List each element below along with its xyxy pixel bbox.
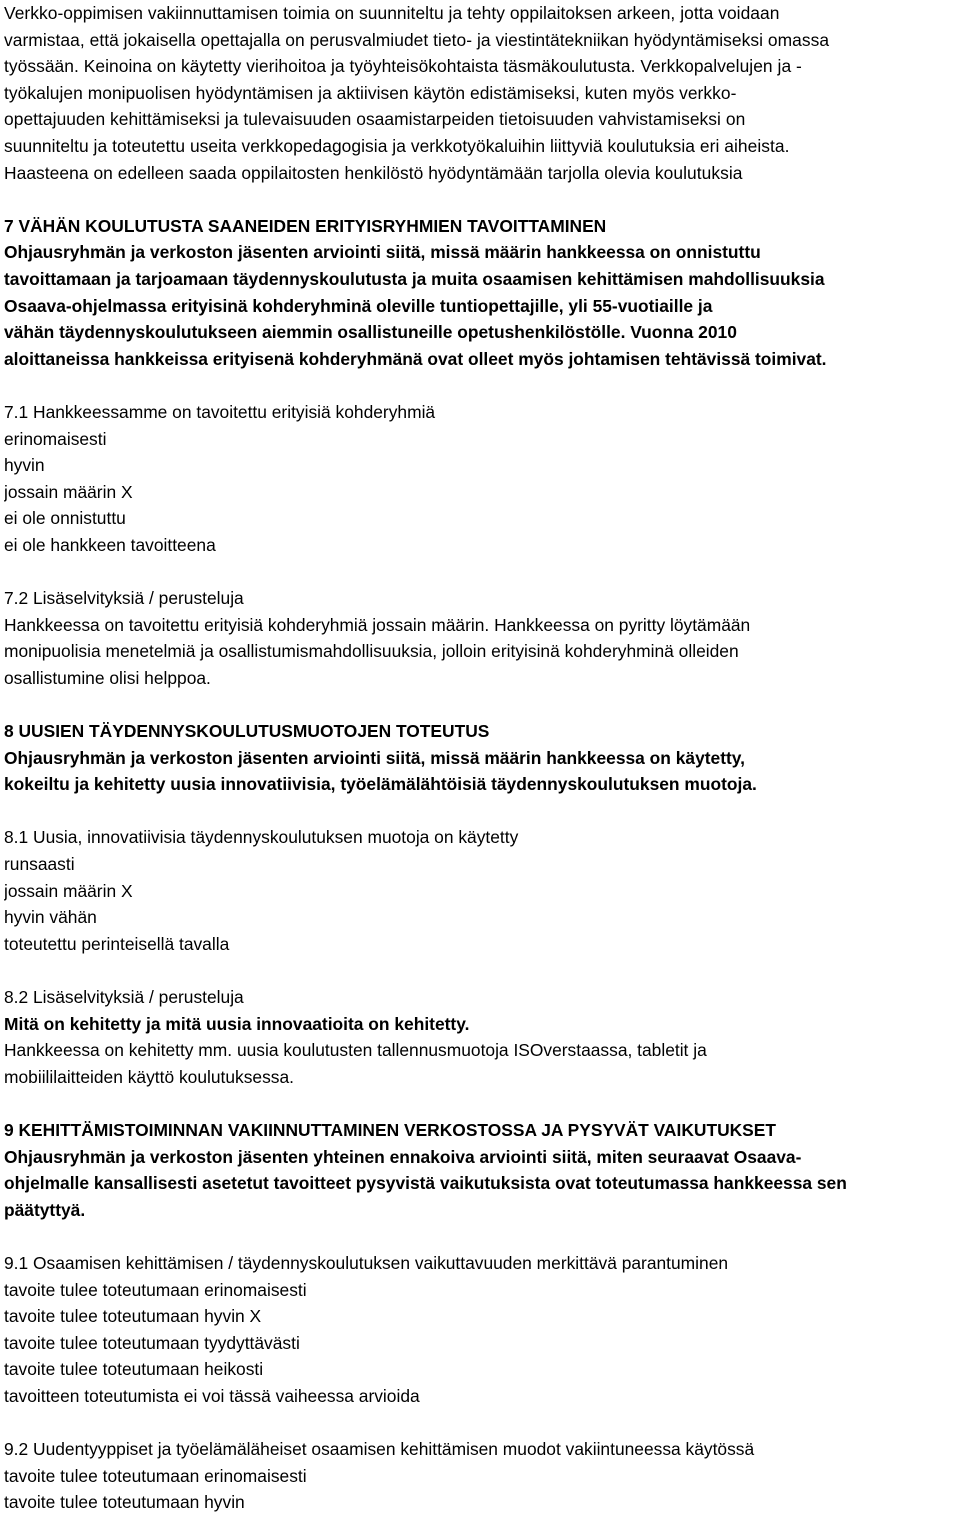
answer-option: ei ole onnistuttu: [4, 508, 126, 529]
answer-option: runsaasti: [4, 854, 75, 874]
section-heading: 7 VÄHÄN KOULUTUSTA SAANEIDEN ERITYISRYHMIEN TAVOITTAMINEN: [4, 215, 607, 236]
intro-line: varmistaa, että jokaisella opettajalla on perusvalmiudet tieto- ja viestintätekniikan hyödyntämiseksi omassa: [4, 29, 830, 50]
answer-option: ei ole hankkeen tavoitteena: [4, 534, 216, 555]
spacer: [4, 186, 956, 213]
question-9-1: [4, 1250, 956, 1410]
question-line: ohjelmalle kansallisesti asetetut tavoitteet pysyvistä vaikutuksista ovat toteutumassa hankkeessa sen: [4, 1173, 847, 1194]
intro-paragraph: [4, 0, 956, 186]
question-8-1: [4, 824, 956, 957]
answer-option: tavoite tulee toteutumaan erinomaisesti: [4, 1279, 307, 1300]
answer-option: toteutettu perinteisellä tavalla: [4, 933, 230, 954]
answer-option: tavoite tulee toteutumaan tyydyttävästi: [4, 1332, 300, 1353]
answer-text-line: Hankkeessa on kehitetty mm. uusia koulutusten tallennusmuotoja ISOverstaassa, tabletit ja: [4, 1040, 707, 1061]
answer-option: erinomaisesti: [4, 428, 107, 449]
question-line: Ohjausryhmän ja verkoston jäsenten arviointi siitä, missä määrin hankkeessa on onnistuttu: [4, 242, 761, 263]
question-line: aloittaneissa hankkeissa erityisenä kohderyhmänä ovat olleet myös johtamisen tehtävissä toimivat.: [4, 348, 827, 369]
answer-option: tavoite tulee toteutumaan erinomaisesti: [4, 1465, 307, 1486]
answer-option: hyvin: [4, 455, 45, 476]
answer-option-selected: tavoite tulee toteutumaan hyvin X: [4, 1306, 262, 1327]
intro-line: työkalujen monipuolisen hyödyntämisen ja aktiivisen käytön edistämiseksi, kuten myös verkko-: [4, 82, 737, 103]
section-9: [4, 1117, 956, 1516]
intro-line: suunniteltu ja toteutettu useita verkkopedagogisia ja verkkotyökaluihin liittyviä koulutuksia eri aiheista.: [4, 135, 790, 156]
section-question: [4, 745, 956, 798]
section-heading: 8 UUSIEN TÄYDENNYSKOULUTUSMUOTOJEN TOTEUTUS: [4, 721, 490, 742]
spacer: [4, 691, 956, 718]
spacer: [4, 957, 956, 984]
question-9-2: [4, 1436, 956, 1516]
answer-option-selected: jossain määrin X: [4, 481, 133, 502]
answer-option: tavoitteen toteutumista ei voi tässä vaiheessa arvioida: [4, 1385, 420, 1406]
intro-line: Haasteena on edelleen saada oppilaitosten henkilöstö hyödyntämään tarjolla olevia koulutuksia: [4, 162, 743, 183]
question-heading: 9.1 Osaamisen kehittämisen / täydennyskoulutuksen vaikuttavuuden merkittävä parantuminen: [4, 1252, 729, 1273]
section-question: [4, 239, 956, 372]
answer-text-line: osallistumine olisi helppoa.: [4, 667, 211, 688]
question-line: päätyttyä.: [4, 1199, 86, 1220]
answer-option: hyvin vähän: [4, 907, 97, 928]
question-8-2: [4, 984, 956, 1090]
question-line: Osaava-ohjelmassa erityisinä kohderyhminä oleville tuntiopettajille, yli 55-vuotiaille ja: [4, 295, 713, 316]
section-8: [4, 718, 956, 1090]
answer-text-line: monipuolisia menetelmiä ja osallistumismahdollisuuksia, jolloin erityisinä kohderyhminä olleiden: [4, 641, 739, 662]
answer-option: tavoite tulee toteutumaan heikosti: [4, 1359, 264, 1380]
question-line: Ohjausryhmän ja verkoston jäsenten arviointi siitä, missä määrin hankkeessa on käytetty,: [4, 747, 746, 768]
spacer: [4, 798, 956, 825]
spacer: [4, 1223, 956, 1250]
section-question: [4, 1144, 956, 1224]
answer-text-line: mobiililaitteiden käyttö koulutuksessa.: [4, 1066, 294, 1087]
section-7: [4, 213, 956, 692]
section-heading: 9 KEHITTÄMISTOIMINNAN VAKIINNUTTAMINEN VERKOSTOSSA JA PYSYVÄT VAIKUTUKSET: [4, 1119, 777, 1140]
spacer: [4, 1090, 956, 1117]
question-7-1: [4, 399, 956, 559]
answer-option-selected: jossain määrin X: [4, 880, 133, 901]
question-heading: 9.2 Uudentyyppiset ja työelämäläheiset osaamisen kehittämisen muodot vakiintuneessa käytössä: [4, 1439, 755, 1460]
answer-option: tavoite tulee toteutumaan hyvin: [4, 1492, 245, 1513]
question-7-2: [4, 585, 956, 691]
answer-text-line: Hankkeessa on tavoitettu erityisiä kohderyhmiä jossain määrin. Hankkeessa on pyritty löytämään: [4, 614, 751, 635]
spacer: [4, 372, 956, 399]
question-subheading: Mitä on kehitetty ja mitä uusia innovaatioita on kehitetty.: [4, 1013, 470, 1034]
question-line: kokeiltu ja kehitetty uusia innovatiivisia, työelämälähtöisiä täydennyskoulutuksen muotoja.: [4, 774, 757, 795]
intro-line: opettajuuden kehittämiseksi ja tulevaisuuden osaamistarpeiden tietoisuuden vahvistamiseksi on: [4, 109, 746, 130]
intro-line: työssään. Keinoina on käytetty vierihoitoa ja työyhteisökohtaista täsmäkoulutusta. Verkkopalvelujen ja -: [4, 56, 802, 77]
question-heading: 8.2 Lisäselvityksiä / perusteluja: [4, 986, 244, 1007]
spacer: [4, 558, 956, 585]
question-line: vähän täydennyskoulutukseen aiemmin osallistuneille opetushenkilöstölle. Vuonna 2010: [4, 322, 737, 343]
spacer: [4, 1409, 956, 1436]
question-heading: 7.2 Lisäselvityksiä / perusteluja: [4, 588, 244, 609]
question-heading: 8.1 Uusia, innovatiivisia täydennyskoulutuksen muotoja on käytetty: [4, 827, 519, 848]
intro-line: Verkko-oppimisen vakiinnuttamisen toimia on suunniteltu ja tehty oppilaitoksen arkeen, jotta voidaan: [4, 3, 780, 23]
question-line: Ohjausryhmän ja verkoston jäsenten yhteinen ennakoiva arviointi siitä, miten seuraavat Osaava-: [4, 1146, 802, 1167]
question-line: tavoittamaan ja tarjoamaan täydennyskoulutusta ja muita osaamisen kehittämisen mahdollisuuksia: [4, 268, 825, 289]
question-heading: 7.1 Hankkeessamme on tavoitettu erityisiä kohderyhmiä: [4, 401, 436, 422]
